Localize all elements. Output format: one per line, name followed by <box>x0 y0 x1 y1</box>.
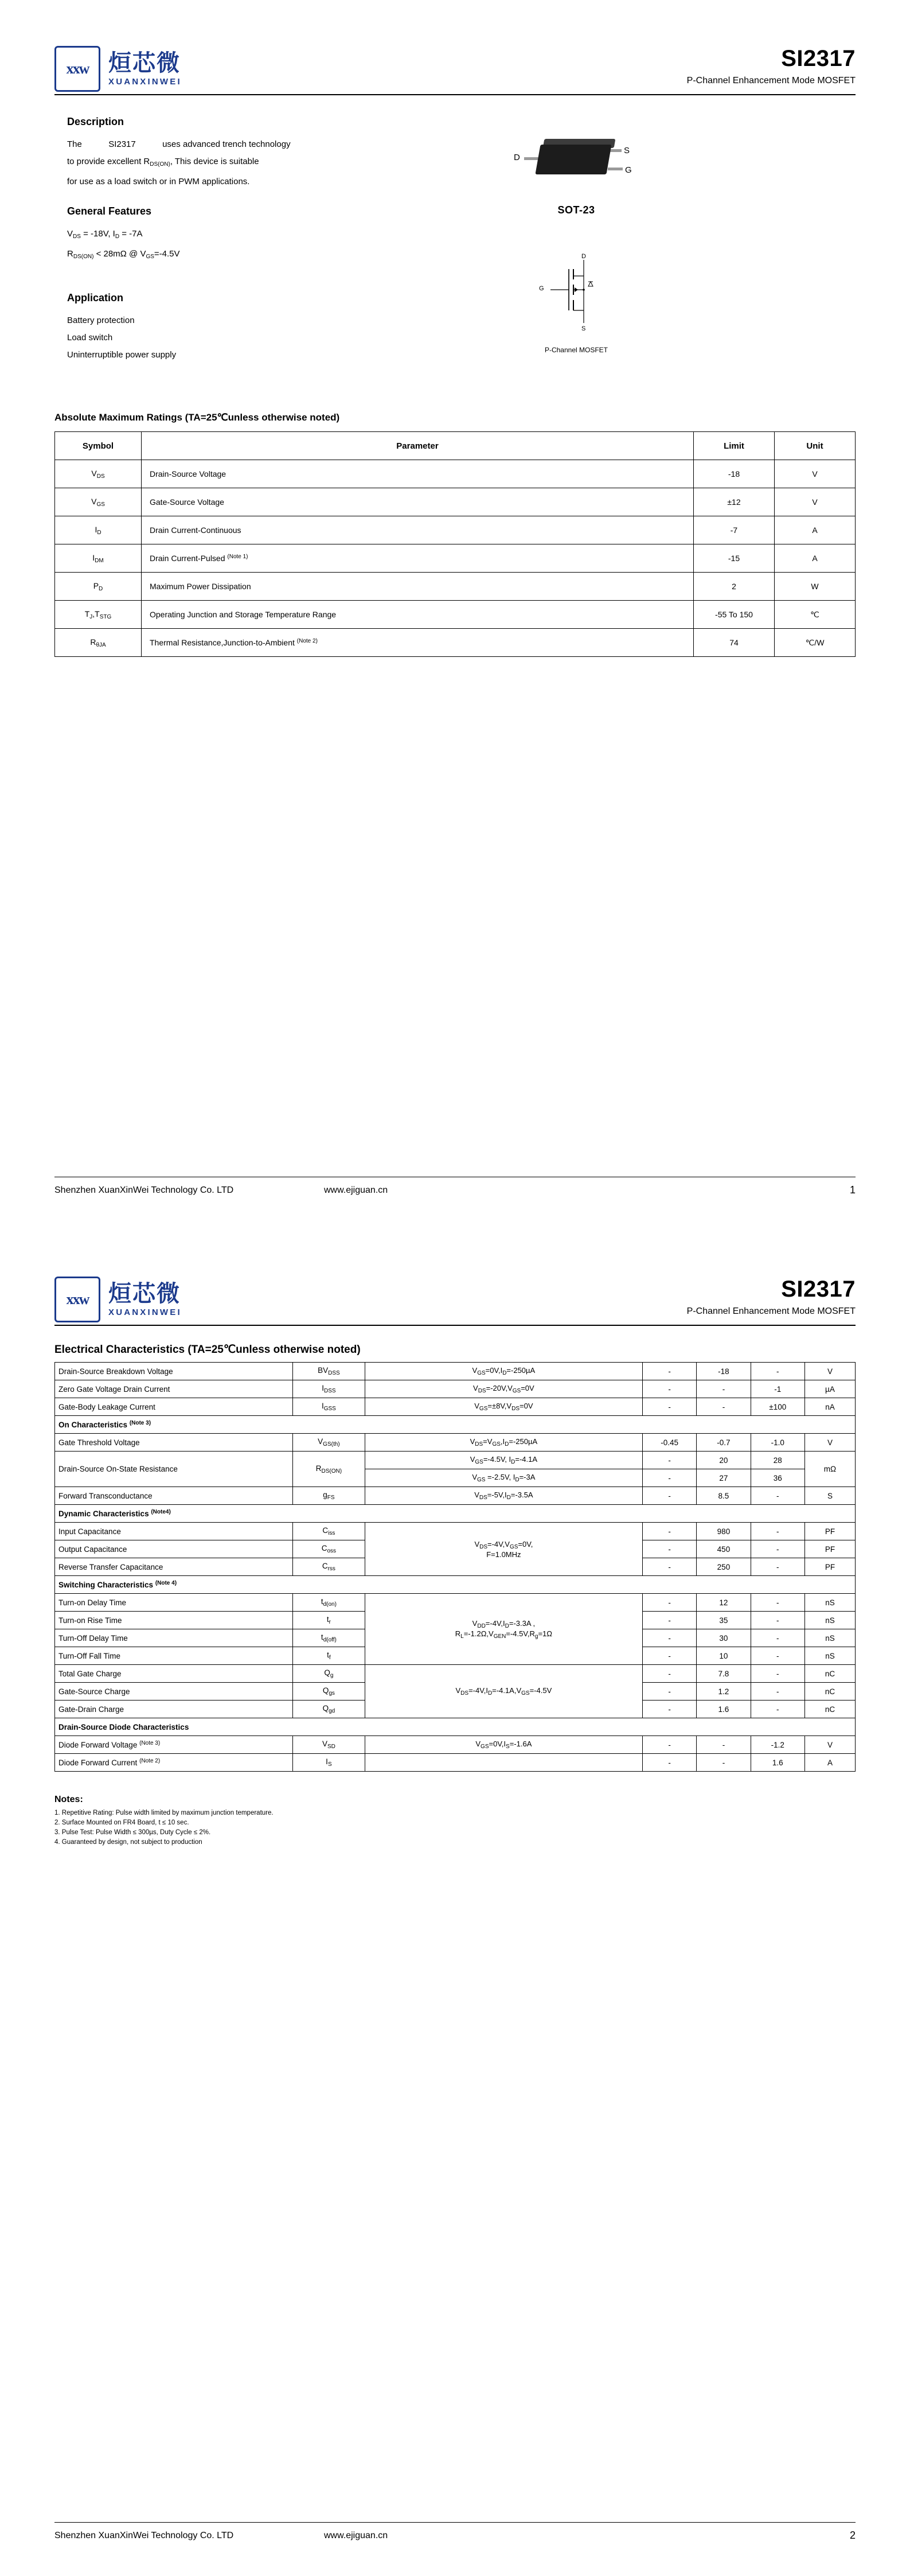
table-row <box>55 516 856 544</box>
cell-limit: 74 <box>694 629 775 657</box>
table-section-row <box>55 1416 856 1434</box>
footer-company: Shenzhen XuanXinWei Technology Co. LTD <box>54 2530 234 2540</box>
col-parameter: Parameter <box>142 432 694 460</box>
cell-unit: nS <box>804 1647 855 1665</box>
page-1-footer <box>54 1177 856 1196</box>
cell-min: - <box>642 1452 696 1469</box>
absolute-maximum-ratings-table <box>54 431 856 657</box>
cell-symbol: $C_{iss}$ <box>293 1523 365 1540</box>
cell-min: - <box>642 1701 696 1718</box>
description-block <box>67 116 450 190</box>
cell-limit: -15 <box>694 544 775 573</box>
cell-condition: $V_{DS}=-5V,I_D=-3.5A$ <box>365 1487 642 1505</box>
company-logo <box>54 1277 182 1322</box>
cell-unit: nS <box>804 1612 855 1629</box>
table-row <box>55 1523 856 1540</box>
cell-symbol: $R_{\theta JA}$ <box>55 629 142 657</box>
cell-typ: 30 <box>697 1629 751 1647</box>
package-pin-g: G <box>625 165 632 175</box>
table-row <box>55 1380 856 1398</box>
cell-min: - <box>642 1558 696 1576</box>
cell-typ: - <box>697 1398 751 1416</box>
notes-list <box>54 1808 856 1847</box>
cell-limit: ±12 <box>694 488 775 516</box>
cell-parameter: Output Capacitance <box>55 1540 293 1558</box>
electrical-characteristics-table <box>54 1362 856 1772</box>
notes-title: Notes: <box>54 1795 83 1804</box>
cell-typ: 7.8 <box>697 1665 751 1683</box>
cell-symbol: $t_f$ <box>293 1647 365 1665</box>
table-row <box>55 1452 856 1469</box>
cell-parameter: Gate-Drain Charge <box>55 1701 293 1718</box>
cell-parameter: Turn-on Rise Time <box>55 1612 293 1629</box>
footer-website[interactable]: www.ejiguan.cn <box>324 2530 388 2540</box>
cell-symbol: $I_{GSS}$ <box>293 1398 365 1416</box>
cell-min: - <box>642 1754 696 1772</box>
cell-parameter: Drain-Source On-State Resistance <box>55 1452 293 1487</box>
cell-symbol: $C_{oss}$ <box>293 1540 365 1558</box>
table-section-row <box>55 1576 856 1594</box>
desc-rds-sub: DS(ON) <box>150 161 170 168</box>
cell-unit: ℃/W <box>775 629 856 657</box>
id-sub: D <box>115 234 120 240</box>
description-heading: Description <box>67 116 124 127</box>
desc-the: The <box>67 139 82 149</box>
note-item: 1. Repetitive Rating: Pulse width limited by maximum junction temperature. <box>54 1810 274 1816</box>
table-section-row <box>55 1505 856 1523</box>
cell-unit: V <box>804 1736 855 1754</box>
cell-symbol: $t_{d(off)}$ <box>293 1629 365 1647</box>
schematic-pin-g: G <box>539 285 544 292</box>
cell-parameter: Input Capacitance <box>55 1523 293 1540</box>
schematic-pin-s: S <box>581 325 586 332</box>
cell-symbol: $V_{GS(th)}$ <box>293 1434 365 1452</box>
cell-unit: W <box>775 573 856 601</box>
abs-max-title: Absolute Maximum Ratings (TA=25℃unless otherwise noted) <box>54 412 340 423</box>
header-divider <box>54 94 856 95</box>
logo-chinese-name: 烜芯微 <box>108 50 181 76</box>
cell-min: - <box>642 1540 696 1558</box>
cell-parameter: Gate-Source Voltage <box>142 488 694 516</box>
cell-min: - <box>642 1398 696 1416</box>
col-limit: Limit <box>694 432 775 460</box>
cell-min: - <box>642 1629 696 1647</box>
package-pin-d: D <box>514 153 520 162</box>
cell-unit: nS <box>804 1629 855 1647</box>
header-divider <box>54 1325 856 1326</box>
cell-max: - <box>751 1487 804 1505</box>
cell-unit: V <box>804 1434 855 1452</box>
cell-typ: 250 <box>697 1558 751 1576</box>
cell-typ: 20 <box>697 1452 751 1469</box>
package-lead <box>524 157 539 160</box>
cell-unit: V <box>775 460 856 488</box>
electrical-characteristics-title: Electrical Characteristics (TA=25℃unless otherwise noted) <box>54 1344 361 1356</box>
cell-typ: 980 <box>697 1523 751 1540</box>
cell-min: - <box>642 1594 696 1612</box>
cell-unit: nC <box>804 1701 855 1718</box>
cell-symbol: $T_J,T_{STG}$ <box>55 601 142 629</box>
cell-condition: $V_{GS}=0V,I_D=-250\mu A$ <box>365 1363 642 1380</box>
application-heading: Application <box>67 292 123 303</box>
cell-unit: nS <box>804 1594 855 1612</box>
table-section-row <box>55 1718 856 1736</box>
rds-label: R <box>67 249 73 259</box>
cell-unit: nC <box>804 1665 855 1683</box>
logo-english-name: XUANXINWEI <box>108 1308 182 1317</box>
cell-symbol: $Q_{gs}$ <box>293 1683 365 1701</box>
part-number: SI2317 <box>781 46 856 71</box>
cell-parameter: Drain-Source Voltage <box>142 460 694 488</box>
cell-unit: ℃ <box>775 601 856 629</box>
cell-parameter: Reverse Transfer Capacitance <box>55 1558 293 1576</box>
cell-limit: -55 To 150 <box>694 601 775 629</box>
rds-sub: DS(ON) <box>73 254 94 260</box>
feature-vds <box>67 225 450 246</box>
cell-condition: $V_{DS}=V_{GS},I_D=-250\mu A$ <box>365 1434 642 1452</box>
cell-parameter: Turn-Off Delay Time <box>55 1629 293 1647</box>
cell-unit: nC <box>804 1683 855 1701</box>
col-symbol: Symbol <box>55 432 142 460</box>
cell-min: - <box>642 1647 696 1665</box>
cell-symbol: $Q_{gd}$ <box>293 1701 365 1718</box>
cell-condition: $V_{GS}=\pm 8V,V_{DS}=0V$ <box>365 1398 642 1416</box>
cell-min: - <box>642 1612 696 1629</box>
cell-condition: $V_{DS}=-20V,V_{GS}=0V$ <box>365 1380 642 1398</box>
cell-symbol: $g_{FS}$ <box>293 1487 365 1505</box>
table-row <box>55 573 856 601</box>
cell-max: ±100 <box>751 1398 804 1416</box>
description-line-1 <box>67 136 450 153</box>
table-row <box>55 1736 856 1754</box>
cell-unit: V <box>804 1363 855 1380</box>
table-row <box>55 488 856 516</box>
vds-label: V <box>67 229 73 239</box>
cell-parameter: Drain Current-Continuous <box>142 516 694 544</box>
document-header-2 <box>54 1231 856 1322</box>
part-number: SI2317 <box>781 1277 856 1302</box>
table-row <box>55 544 856 573</box>
logo-english-name: XUANXINWEI <box>108 77 182 87</box>
section-label: Dynamic Characteristics $^{(Note4)}$ <box>55 1505 856 1523</box>
cell-unit: V <box>775 488 856 516</box>
rds-vgs-sub: GS <box>146 254 154 260</box>
cell-unit: PF <box>804 1523 855 1540</box>
note-item: 4. Guaranteed by design, not subject to production <box>54 1839 202 1846</box>
general-features-block <box>67 205 450 266</box>
cell-max: - <box>751 1647 804 1665</box>
cell-min: - <box>642 1363 696 1380</box>
application-item: Load switch <box>67 333 113 343</box>
page-1 <box>0 0 910 1231</box>
package-lead <box>608 168 623 170</box>
cell-max: - <box>751 1612 804 1629</box>
cell-unit: nA <box>804 1398 855 1416</box>
cell-symbol: $R_{DS(ON)}$ <box>293 1452 365 1487</box>
cell-max: - <box>751 1683 804 1701</box>
cell-parameter: Drain-Source Breakdown Voltage <box>55 1363 293 1380</box>
footer-company: Shenzhen XuanXinWei Technology Co. LTD <box>54 1185 234 1195</box>
col-unit: Unit <box>775 432 856 460</box>
table-row <box>55 601 856 629</box>
cell-min: - <box>642 1736 696 1754</box>
cell-symbol: $I_{DSS}$ <box>293 1380 365 1398</box>
cell-typ: 35 <box>697 1612 751 1629</box>
cell-unit: A <box>804 1754 855 1772</box>
cell-symbol: $t_{d(on)}$ <box>293 1594 365 1612</box>
cell-parameter: Zero Gate Voltage Drain Current <box>55 1380 293 1398</box>
cell-symbol: $BV_{DSS}$ <box>293 1363 365 1380</box>
cell-typ: 10 <box>697 1647 751 1665</box>
cell-condition: $V_{DD}=-4V,I_D=-3.3A$ , $R_L=-1.2\Omega,V_{GEN}=-4.5V,R_g=1\Omega$ <box>365 1594 642 1665</box>
application-block <box>67 292 450 364</box>
cell-symbol: $C_{rss}$ <box>293 1558 365 1576</box>
cell-unit: mΩ <box>804 1452 855 1487</box>
schematic-pin-d: D <box>581 253 586 260</box>
cell-min: - <box>642 1523 696 1540</box>
cell-max: 1.6 <box>751 1754 804 1772</box>
cell-max: 28 <box>751 1452 804 1469</box>
table-row <box>55 460 856 488</box>
footer-page-number: 1 <box>849 1184 856 1196</box>
table-row <box>55 629 856 657</box>
table-row <box>55 1434 856 1452</box>
cell-parameter: Gate-Body Leakage Current <box>55 1398 293 1416</box>
table-row <box>55 1594 856 1612</box>
cell-unit: S <box>804 1487 855 1505</box>
cell-min: - <box>642 1487 696 1505</box>
cell-typ: 450 <box>697 1540 751 1558</box>
cell-unit: µA <box>804 1380 855 1398</box>
general-features-heading: General Features <box>67 205 152 217</box>
cell-min: - <box>642 1665 696 1683</box>
cell-unit: PF <box>804 1540 855 1558</box>
cell-max: - <box>751 1701 804 1718</box>
rds-value: < 28mΩ @ V <box>93 249 146 259</box>
cell-unit: PF <box>804 1558 855 1576</box>
cell-parameter: Diode Forward Voltage $^{(Note 3)}$ <box>55 1736 293 1754</box>
cell-max: - <box>751 1558 804 1576</box>
cell-typ: 8.5 <box>697 1487 751 1505</box>
cell-min: - <box>642 1469 696 1487</box>
note-item: 3. Pulse Test: Pulse Width ≤ 300µs, Duty Cycle ≤ 2%. <box>54 1829 211 1836</box>
cell-typ: - <box>697 1380 751 1398</box>
cell-max: -1 <box>751 1380 804 1398</box>
cell-condition: $V_{DS}=-4V,I_D=-4.1A,V_{GS}=-4.5V$ <box>365 1665 642 1718</box>
section-label: On Characteristics $^{(Note 3)}$ <box>55 1416 856 1434</box>
cell-parameter: Drain Current-Pulsed $^{(Note 1)}$ <box>142 544 694 573</box>
package-name: SOT-23 <box>557 204 595 216</box>
package-body <box>535 145 611 174</box>
cell-symbol: $Q_g$ <box>293 1665 365 1683</box>
cell-symbol: $V_{GS}$ <box>55 488 142 516</box>
cell-max: - <box>751 1594 804 1612</box>
feature-rds <box>67 246 450 266</box>
cell-unit: A <box>775 516 856 544</box>
application-item: Battery protection <box>67 316 135 325</box>
part-subtitle: P-Channel Enhancement Mode MOSFET <box>686 76 856 85</box>
cell-typ: - <box>697 1736 751 1754</box>
cell-parameter: Forward Transconductance <box>55 1487 293 1505</box>
cell-typ: -0.7 <box>697 1434 751 1452</box>
table-row <box>55 1487 856 1505</box>
description-line-3: for use as a load switch or in PWM applications. <box>67 177 250 186</box>
cell-parameter: Total Gate Charge <box>55 1665 293 1683</box>
cell-symbol: $P_D$ <box>55 573 142 601</box>
cell-symbol: $I_D$ <box>55 516 142 544</box>
cell-symbol: $I_{DM}$ <box>55 544 142 573</box>
desc-part: SI2317 <box>108 139 136 149</box>
cell-max: - <box>751 1629 804 1647</box>
cell-condition: $V_{GS}=0V,I_S=-1.6A$ <box>365 1736 642 1754</box>
cell-condition: $V_{DS}=-4V,V_{GS}=0V$, F=1.0MHz <box>365 1523 642 1576</box>
desc-tail: uses advanced trench technology <box>162 139 291 149</box>
cell-symbol: $V_{DS}$ <box>55 460 142 488</box>
footer-website[interactable]: www.ejiguan.cn <box>324 1185 388 1195</box>
cell-condition <box>365 1754 642 1772</box>
description-line-2 <box>67 153 450 173</box>
company-logo <box>54 46 182 92</box>
cell-parameter: Gate Threshold Voltage <box>55 1434 293 1452</box>
table-row <box>55 1665 856 1683</box>
cell-typ: - <box>697 1754 751 1772</box>
cell-max: - <box>751 1665 804 1683</box>
cell-max: -1.2 <box>751 1736 804 1754</box>
cell-min: - <box>642 1683 696 1701</box>
cell-limit: -18 <box>694 460 775 488</box>
id-value: = -7A <box>119 229 143 239</box>
cell-parameter: Gate-Source Charge <box>55 1683 293 1701</box>
table-header-row <box>55 432 856 460</box>
logo-chinese-name: 烜芯微 <box>108 1281 181 1307</box>
page-2 <box>0 1231 910 2576</box>
cell-max: - <box>751 1523 804 1540</box>
schematic-symbol <box>450 253 702 354</box>
cell-limit: -7 <box>694 516 775 544</box>
cell-max: 36 <box>751 1469 804 1487</box>
cell-symbol: $I_S$ <box>293 1754 365 1772</box>
cell-parameter: Turn-Off Fall Time <box>55 1647 293 1665</box>
footer-page-number: 2 <box>849 2530 856 2541</box>
application-item: Uninterruptible power supply <box>67 350 177 360</box>
logo-mark-icon: xxw <box>54 46 100 92</box>
section-label: Drain-Source Diode Characteristics <box>55 1718 856 1736</box>
cell-max: - <box>751 1363 804 1380</box>
table-row <box>55 1754 856 1772</box>
logo-mark-icon: xxw <box>54 1277 100 1322</box>
vds-sub: DS <box>73 234 81 240</box>
cell-parameter: Operating Junction and Storage Temperature Range <box>142 601 694 629</box>
cell-condition: $V_{GS} =-2.5V$, $I_D=-3A$ <box>365 1469 642 1487</box>
table-row <box>55 1363 856 1380</box>
note-item: 2. Surface Mounted on FR4 Board, t ≤ 10 sec. <box>54 1819 189 1826</box>
cell-max: - <box>751 1540 804 1558</box>
desc-rds: to provide excellent R <box>67 157 150 166</box>
cell-parameter: Thermal Resistance,Junction-to-Ambient $^{(Note 2)}$ <box>142 629 694 657</box>
document-header <box>54 0 856 92</box>
cell-parameter: Maximum Power Dissipation <box>142 573 694 601</box>
cell-typ: 1.6 <box>697 1701 751 1718</box>
cell-typ: -18 <box>697 1363 751 1380</box>
cell-parameter: Diode Forward Current $^{(Note 2)}$ <box>55 1754 293 1772</box>
cell-symbol: $t_r$ <box>293 1612 365 1629</box>
package-pin-s: S <box>624 146 630 155</box>
mosfet-symbol-icon <box>533 253 619 339</box>
cell-limit: 2 <box>694 573 775 601</box>
cell-min: -0.45 <box>642 1434 696 1452</box>
section-label: Switching Characteristics $^{(Note 4)}$ <box>55 1576 856 1594</box>
rds-vgs-value: =-4.5V <box>154 249 180 259</box>
cell-typ: 27 <box>697 1469 751 1487</box>
schematic-caption: P-Channel MOSFET <box>544 346 608 354</box>
part-subtitle: P-Channel Enhancement Mode MOSFET <box>686 1306 856 1316</box>
cell-typ: 1.2 <box>697 1683 751 1701</box>
cell-typ: 12 <box>697 1594 751 1612</box>
cell-parameter: Turn-on Delay Time <box>55 1594 293 1612</box>
table-row <box>55 1398 856 1416</box>
cell-condition: $V_{GS}=-4.5V$, $I_D=-4.1A$ <box>365 1452 642 1469</box>
cell-unit: A <box>775 544 856 573</box>
vds-value: = -18V, I <box>80 229 115 239</box>
cell-symbol: $V_{SD}$ <box>293 1736 365 1754</box>
package-drawing <box>450 132 702 216</box>
cell-max: -1.0 <box>751 1434 804 1452</box>
cell-min: - <box>642 1380 696 1398</box>
page-2-footer <box>54 2522 856 2542</box>
desc-rds-tail: , This device is suitable <box>170 157 259 166</box>
